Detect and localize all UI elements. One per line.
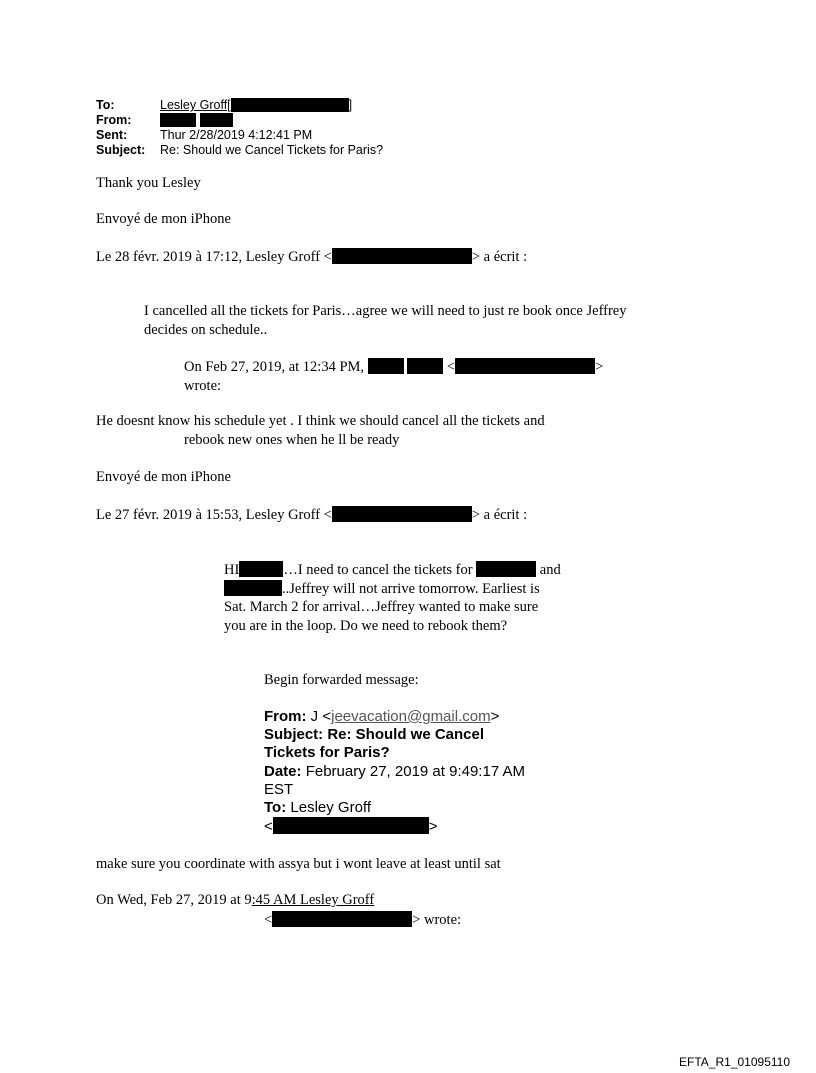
paragraph-line: rebook new ones when he ll be ready [184, 432, 400, 448]
to-value: Lesley Groff[ [160, 98, 231, 112]
to-label: To: [96, 98, 115, 112]
redaction [272, 911, 412, 927]
forward-subject-line: Tickets for Paris? [264, 744, 390, 761]
paragraph-text: …I need to cancel the tickets for [283, 562, 473, 578]
forward-date-row [264, 763, 525, 781]
subject-value: Re: Should we Cancel Tickets for Paris? [160, 143, 384, 157]
quote-header-text: On Wed, Feb 27, 2019 at 9 [96, 892, 252, 908]
forward-from-label: From: [264, 708, 307, 725]
document-id: EFTA_R1_01095110 [679, 1055, 790, 1069]
paragraph-text: and [539, 562, 561, 578]
redaction [239, 561, 283, 577]
greeting: HI [224, 562, 240, 578]
redaction [368, 358, 404, 374]
angle-close: > [595, 359, 604, 375]
forward-to-value: Lesley Groff [290, 799, 371, 816]
redaction [231, 98, 349, 112]
forward-date-value: February 27, 2019 at 9:49:17 AM [305, 763, 525, 780]
quote-header-text: Le 28 févr. 2019 à 17:12, Lesley Groff < [96, 249, 332, 265]
quote-header [96, 506, 527, 524]
paragraph-line: you are in the loop. Do we need to rebook them? [224, 618, 508, 634]
paragraph-line: He doesnt know his schedule yet . I think we should cancel all the tickets and [96, 413, 545, 429]
redaction [160, 113, 196, 127]
forward-from-email-link[interactable]: jeevacation@gmail.com [331, 708, 491, 725]
signature: Envoyé de mon iPhone [96, 469, 231, 485]
redaction [200, 113, 233, 127]
redaction [476, 561, 536, 577]
body-line: Thank you Lesley [96, 175, 201, 191]
forward-from-close: > [490, 708, 500, 725]
angle-close: > [428, 818, 438, 835]
forward-to-row [264, 799, 371, 817]
sent-label: Sent: [96, 128, 128, 142]
quote-header-email-row [264, 911, 461, 929]
forward-to-label: To: [264, 799, 287, 816]
sent-value: Thur 2/28/2019 4:12:41 PM [160, 128, 313, 142]
paragraph-line: make sure you coordinate with assya but i wont leave at least until sat [96, 856, 501, 872]
header-to-row [96, 98, 352, 113]
forward-intro: Begin forwarded message: [264, 672, 419, 688]
paragraph-line: Sat. March 2 for arrival…Jeffrey wanted to make sure [224, 599, 539, 615]
quote-header-tail: > wrote: [412, 912, 462, 928]
angle-open: < [264, 912, 273, 928]
paragraph-line [224, 561, 561, 579]
quote-header [96, 892, 374, 909]
redaction [332, 248, 472, 264]
redaction [273, 817, 429, 834]
quote-header-tail: wrote: [184, 378, 222, 394]
forward-from-name: J < [310, 708, 332, 725]
paragraph-line: I cancelled all the tickets for Paris…agree we will need to just re book once Jeffrey [144, 303, 627, 319]
redaction [455, 358, 595, 374]
paragraph-line: decides on schedule.. [144, 322, 268, 338]
forward-from-row [264, 708, 499, 726]
paragraph-text: ..Jeffrey will not arrive tomorrow. Earliest is [282, 581, 540, 597]
redaction [332, 506, 472, 522]
forward-date-tail: EST [264, 781, 294, 798]
forward-to-email-row [264, 817, 438, 836]
quote-header [184, 358, 603, 376]
angle-open: < [446, 359, 456, 375]
redaction [224, 580, 282, 596]
paragraph-line [224, 580, 540, 598]
header-from-row [96, 113, 233, 128]
quote-header-link: :45 AM Lesley Groff [251, 892, 375, 908]
quote-header [96, 248, 527, 266]
angle-open: < [264, 818, 273, 835]
quote-header-tail: > a écrit : [471, 249, 528, 265]
signature: Envoyé de mon iPhone [96, 211, 231, 227]
subject-label: Subject: [96, 143, 146, 157]
quote-header-tail: > a écrit : [471, 507, 528, 523]
header-subject-row [96, 143, 383, 158]
quote-header-text: On Feb 27, 2019, at 12:34 PM, [184, 359, 365, 375]
to-close: ] [348, 98, 353, 112]
forward-subject-line: Subject: Re: Should we Cancel [264, 726, 485, 743]
header-sent-row [96, 128, 312, 143]
from-label: From: [96, 113, 132, 127]
redaction [407, 358, 443, 374]
quote-header-text: Le 27 févr. 2019 à 15:53, Lesley Groff < [96, 507, 332, 523]
forward-date-label: Date: [264, 763, 302, 780]
